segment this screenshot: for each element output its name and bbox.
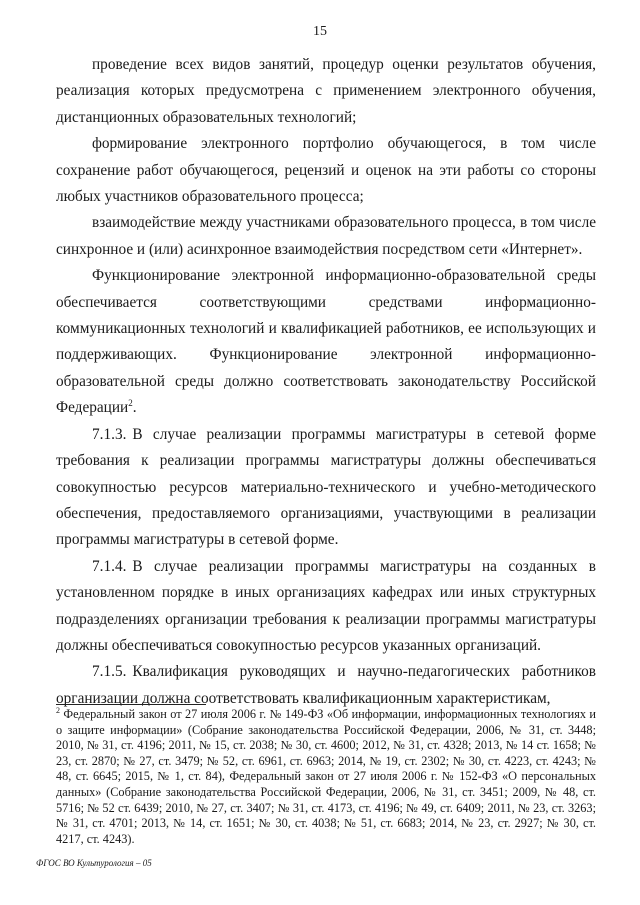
footnote-reference[interactable]: 2: [128, 398, 133, 409]
clause-number: 7.1.4.: [92, 557, 127, 575]
paragraph-text: В случае реализации программы магистратуры на созданных в установленном порядке в иных организациях кафедрах или иных структурных подразделениях организации требования к реализации программы магистратуры должны обеспечиваться совокупностью ресурсов указанных организаций.: [56, 557, 596, 654]
paragraph: [56, 131, 596, 210]
paragraph: [56, 52, 596, 131]
main-text: [56, 52, 596, 712]
document-footer-label: ФГОС ВО Культурология – 05: [36, 858, 152, 868]
page-number: 15: [313, 24, 327, 39]
footnote-divider: [56, 704, 206, 705]
clause-number: 7.1.3.: [92, 425, 127, 443]
footnote-text: Федеральный закон от 27 июля 2006 г. № 149-ФЗ «Об информации, информационных технологиях и о защите информации» (Собрание законодательства Российской Федерации, 2006, № 31, ст. 3448; 2010, № 31, ст. 4196; 2011, № 15, ст. 2038; № 30, ст. 4600; 2012, № 31, ст. 4328; 2013, № 14 ст. 1658; № 23, ст. 2870; № 27, ст. 3479; № 52, ст. 6961, ст. 6963; 2014, № 19, ст. 2302; № 30, ст. 4223, ст. 4243; № 48, ст. 6645; 2015, № 1, ст. 84), Федеральный закон от 27 июля 2006 г. № 152-ФЗ «О персональных данных» (Собрание законодательства Российской Федерации, 2006, № 31, ст. 3451; 2009, № 48, ст. 5716; № 52 ст. 6439; 2010, № 27, ст. 3407; № 31, ст. 4173, ст. 4196; № 49, ст. 6409; 2011, № 23, ст. 3263; № 31, ст. 4701; 2013, № 14, ст. 1651; № 30, ст. 4038; № 51, ст. 6683; 2014, № 23, ст. 2927; № 30, ст. 4217, ст. 4243).: [56, 707, 596, 846]
paragraph: [56, 263, 596, 421]
paragraph-text: взаимодействие между участниками образовательного процесса, в том числе синхронное и (или) асинхронное взаимодействия посредством сети «Интернет».: [56, 214, 596, 258]
paragraph-text: Функционирование электронной информационно-образовательной среды обеспечивается соответствующими средствами информационно-коммуникационных технологий и квалификацией работников, ее использующих и поддерживающих. Функционирование электронной информационно-образовательной среды должно соответствовать законодательству Российской Федерации: [56, 267, 596, 417]
paragraph-text: В случае реализации программы магистратуры в сетевой форме требования к реализации программы магистратуры должны обеспечиваться совокупностью ресурсов материально-технического и учебно-методического обеспечения, предоставляемого организациями, участвующими в реализации программы магистратуры в сетевой форме.: [56, 425, 596, 549]
footnote-marker: 2: [56, 705, 60, 715]
paragraph-text: формирование электронного портфолио обучающегося, в том числе сохранение работ обучающегося, рецензий и оценок на эти работы со стороны любых участников образовательного процесса;: [56, 135, 596, 206]
paragraph-text: Квалификация руководящих и научно-педагогических работников организации должна соответствовать квалификационным характеристикам,: [56, 663, 596, 707]
clause-number: 7.1.5.: [92, 663, 127, 681]
footnote: [56, 707, 596, 847]
paragraph-text: проведение всех видов занятий, процедур оценки результатов обучения, реализация которых предусмотрена с применением электронного обучения, дистанционных образовательных технологий;: [56, 56, 596, 126]
paragraph: [56, 210, 596, 263]
paragraph-7-1-4: [56, 554, 596, 660]
paragraph-7-1-3: [56, 422, 596, 554]
paragraph-end-punct: .: [132, 399, 137, 417]
